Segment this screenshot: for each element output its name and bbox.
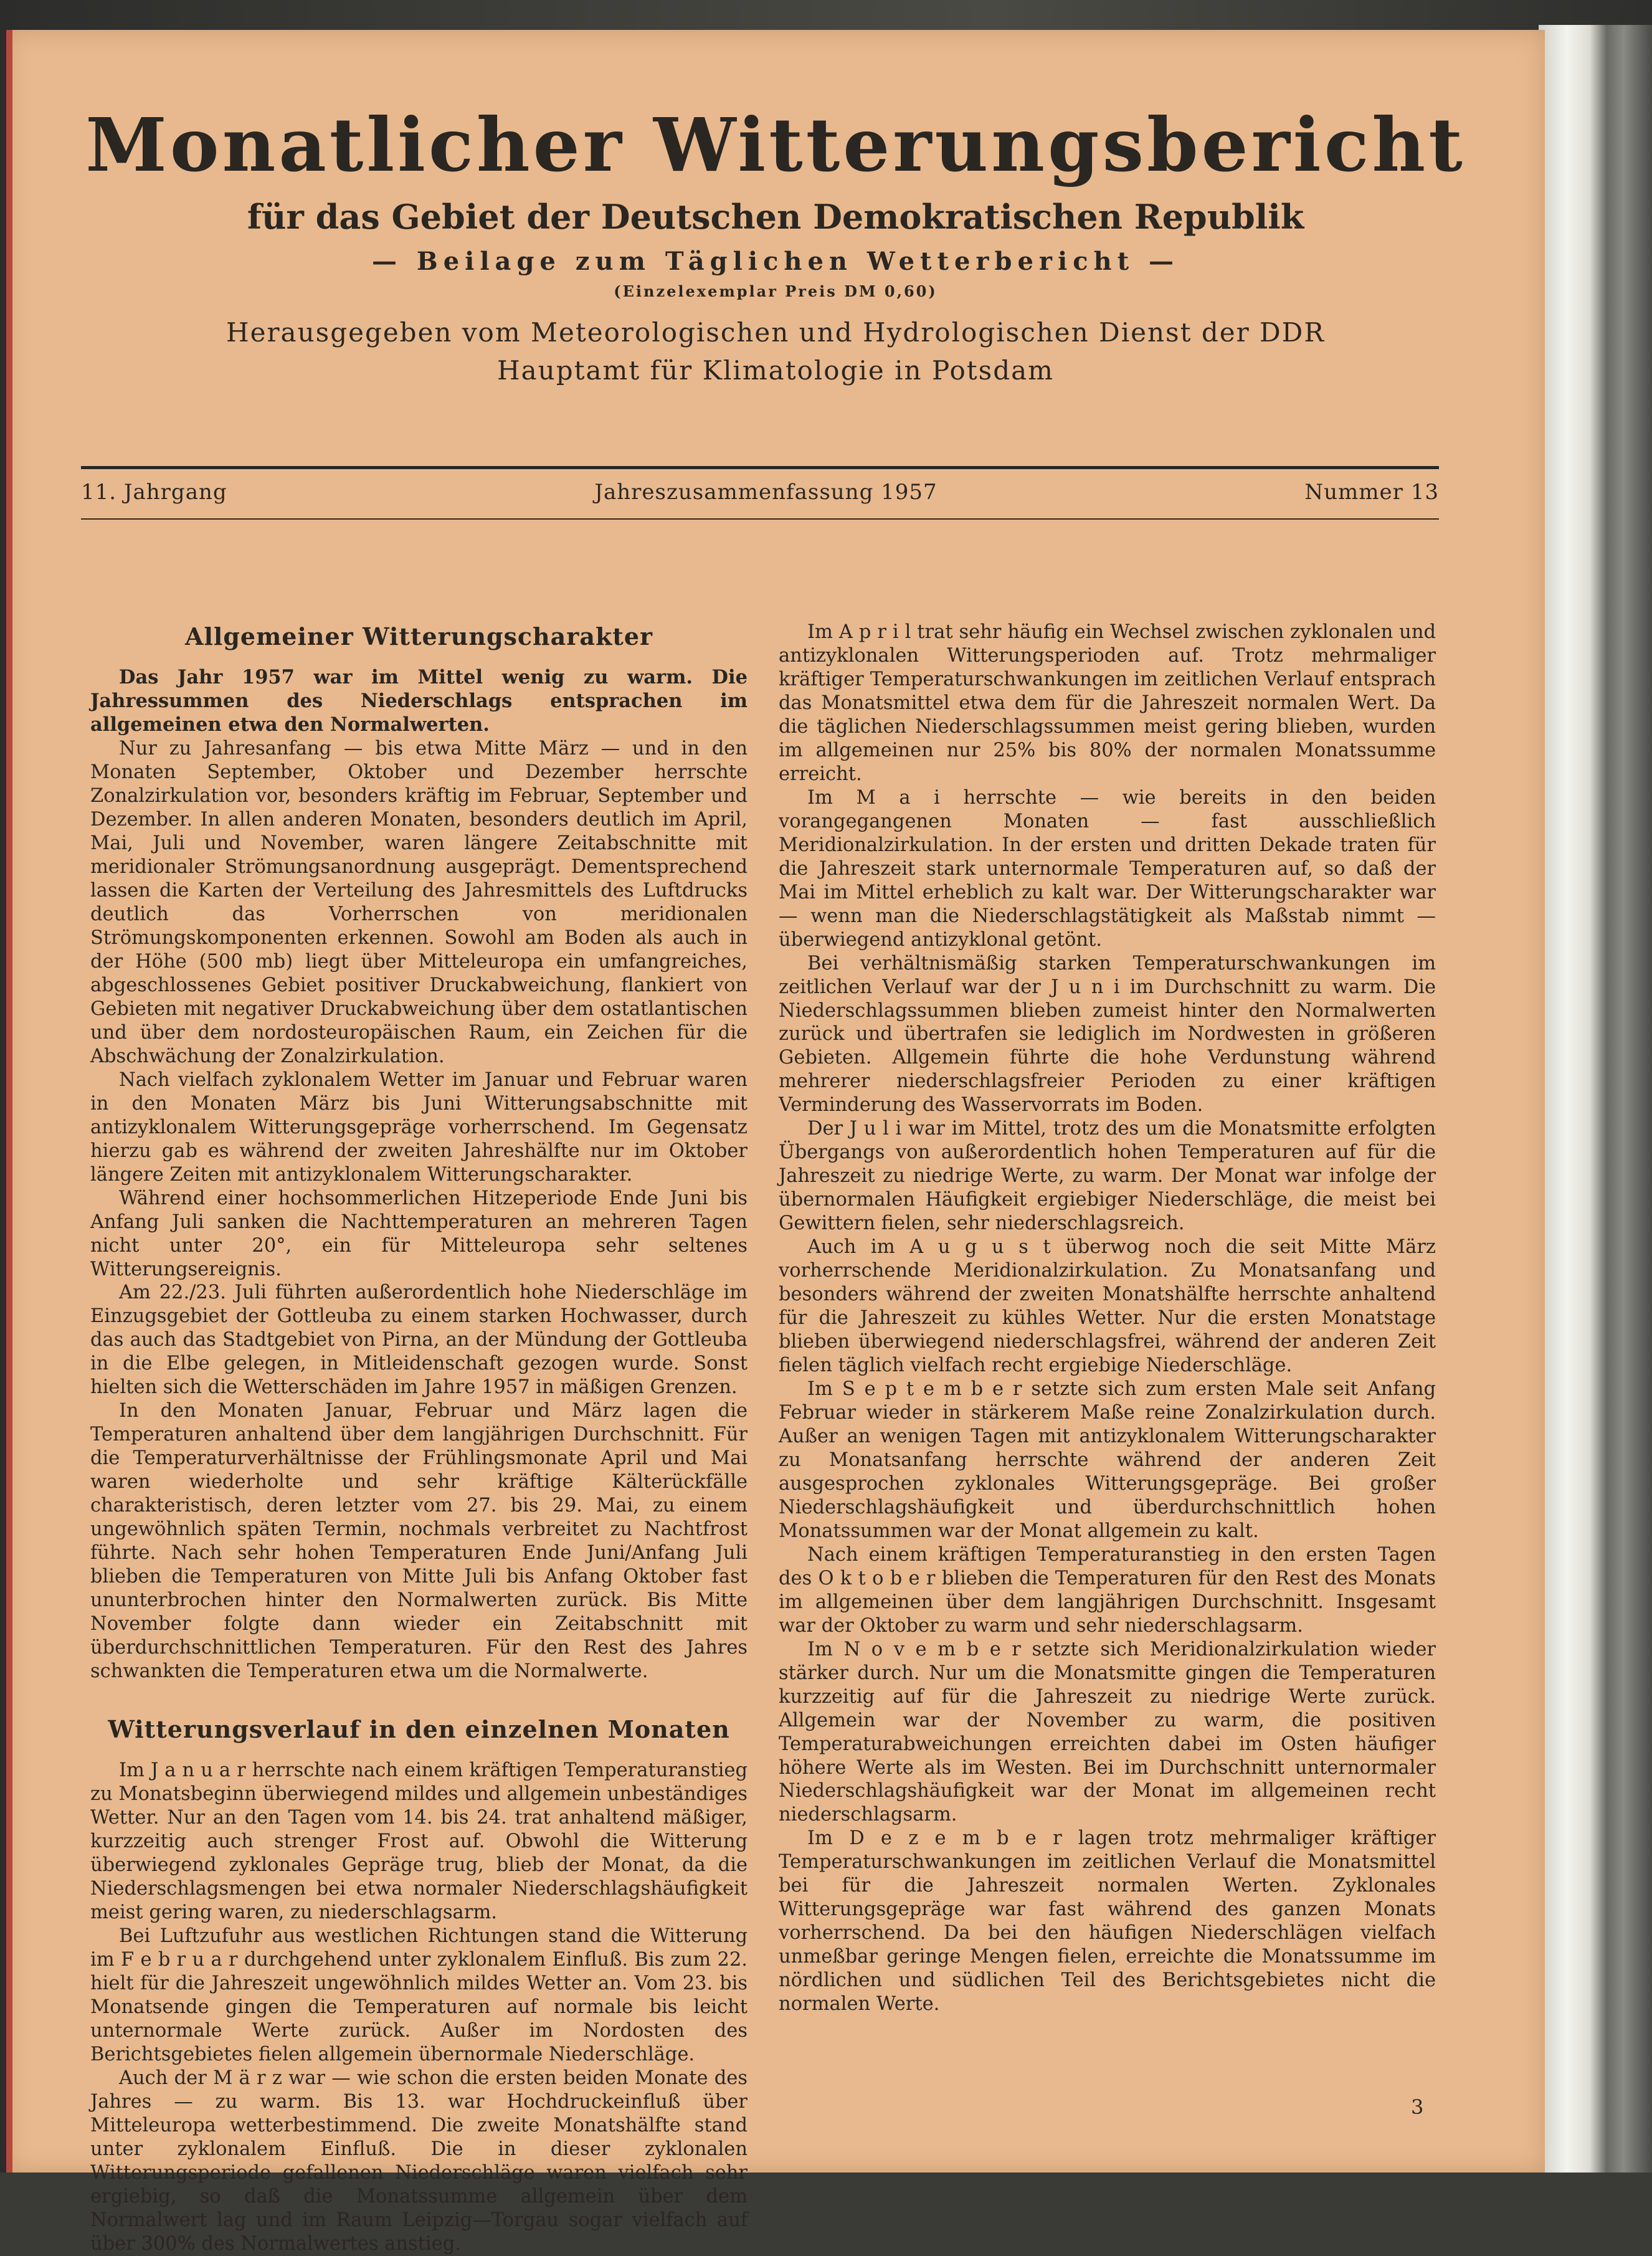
publisher bbox=[6, 314, 1545, 390]
paragraph: Nach vielfach zyklonalem Wetter im Januar und Februar waren in den Monaten März bis Juni Witterungsabschnitte mit antizyklonalem Witterungsgepräge vorherrschend. Im Gegensatz hierzu gab es während der zweiten Jahreshälfte nur im Oktober längere Zeiten mit antizyklonalem Witterungscharakter. bbox=[90, 1069, 748, 1186]
paragraph-february: Bei Luftzufuhr aus westlichen Richtungen stand die Witterung im F e b r u a r durchgehend unter zyklonalem Einfluß. Bis zum 22. hielt für die Jahreszeit ungewöhnlich mildes Wetter an. Vom 23. bis Monatsende gingen die Temperaturen auf normale bis leicht unternormale Werte zurück. Außer im Nordosten des Berichtsgebietes fielen allgemein übernormale Niederschläge. bbox=[90, 1925, 748, 2065]
document-title: Monatlicher Witterungsbericht bbox=[85, 102, 1466, 188]
page-number: 3 bbox=[1411, 2095, 1424, 2119]
paragraph-june: Bei verhältnismäßig starken Temperaturschwankungen im zeitlichen Verlauf war der J u n i im Durchschnitt zu warm. Die Niederschlagssummen blieben zumeist hinter den Normalwerten zurück und übertrafen sie lediglich im Nordwesten in größeren Gebieten. Allgemein führte die hohe Verdunstung während mehrerer niederschlagsfreier Perioden zu einer kräftigen Verminderung des Wasservorrats im Boden. bbox=[779, 952, 1436, 1116]
paragraph-july: Der J u l i war im Mittel, trotz des um die Monatsmitte erfolgten Übergangs von außerordentlich hohen Temperaturen auf für die Jahreszeit zu niedrige Werte, zu warm. Der Monat war infolge der übernormalen Häufigkeit ergiebiger Niederschläge, die meist bei Gewittern fielen, sehr niederschlagsreich. bbox=[779, 1118, 1436, 1235]
section-heading-general: Allgemeiner Witterungscharakter bbox=[184, 622, 653, 650]
paragraph-may: Im M a i herrschte — wie bereits in den beiden vorangegangenen Monaten — fast ausschließlich Meridionalzirkulation. In der ersten und dritten Dekade traten für die Jahreszeit stark unternormale Temperaturen auf, so daß der Mai im Mittel erheblich zu kalt war. Der Witterungscharakter war — wenn man die Niederschlagstätigkeit als Maßstab nimmt — überwiegend antizyklonal getönt. bbox=[779, 786, 1436, 951]
price-line: (Einzelexemplar Preis DM 0,60) bbox=[614, 282, 938, 300]
paragraph-january: Im J a n u a r herrschte nach einem kräftigen Temperaturanstieg zu Monatsbeginn überwiegend mildes und allgemein unbeständiges Wetter. Nur an den Tagen vom 14. bis 24. trat anhaltend mäßiger, kurzzeitig auch strenger Frost auf. Obwohl die Witterung überwiegend zyklonales Gepräge trug, blieb der Monat, da die Niederschlagsmengen bei etwa normaler Niederschlagshäufigkeit meist gering waren, zu niederschlagsarm. bbox=[90, 1759, 748, 1924]
issue-number: Nummer 13 bbox=[1304, 480, 1439, 505]
header-rule-top bbox=[81, 466, 1439, 469]
paragraph: In den Monaten Januar, Februar und März lagen die Temperaturen anhaltend über dem langjährigen Durchschnitt. Für die Temperaturverhältnisse der Frühlingsmonate April und Mai waren wiederholte und sehr kräftige Kälterückfälle charakteristisch, deren letzter vom 27. bis 29. Mai, zu einem ungewöhnlich späten Termin, nochmals verbreitet zu Nachtfrost führte. Nach sehr hohen Temperaturen Ende Juni/Anfang Juli blieben die Temperaturen von Mitte Juli bis Anfang Oktober fast ununterbrochen hinter den Normalwerten zurück. Bis Mitte November folgte dann wieder ein Zeitabschnitt mit überdurchschnittlichen Temperaturen. Für den Rest des Jahres schwankten die Temperaturen etwa um die Normalwerte. bbox=[90, 1400, 748, 1682]
paragraph: Nur zu Jahresanfang — bis etwa Mitte März — und in den Monaten September, Oktober und Dezember herrschte Zonalzirkulation vor, besonders kräftig im Februar, September und Dezember. In allen anderen Monaten, besonders deutlich im April, Mai, Juli und November, waren längere Zeitabschnitte mit meridionaler Strömungsanordnung ausgeprägt. Dementsprechend lassen die Karten der Verteilung des Jahresmittels des Luftdrucks deutlich das Vorherrschen von meridionalen Strömungskomponenten erkennen. Sowohl am Boden als auch in der Höhe (500 mb) liegt über Mitteleuropa ein umfangreiches, abgeschlossenes Gebiet positiver Druckabweichung, flankiert von Gebieten mit negativer Druckabweichung über dem ostatlantischen und über dem nordosteuropäischen Raum, ein Zeichen für die Abschwächung der Zonalzirkulation. bbox=[90, 738, 748, 1067]
paragraph: Während einer hochsommerlichen Hitzeperiode Ende Juni bis Anfang Juli sanken die Nachttemperaturen an mehreren Tagen nicht unter 20°, ein für Mitteleuropa sehr seltenes Witterungsereignis. bbox=[90, 1187, 748, 1280]
column-left bbox=[90, 622, 748, 2256]
publisher-line-2: Hauptamt für Klimatologie in Potsdam bbox=[497, 355, 1054, 386]
masthead bbox=[6, 102, 1545, 390]
document-page bbox=[6, 30, 1545, 2255]
supplement-line: — Beilage zum Täglichen Wetterbericht — bbox=[371, 246, 1180, 276]
paragraph-april: Im A p r i l trat sehr häufig ein Wechsel zwischen zyklonalen und antizyklonalen Witterungsperioden auf. Trotz mehrmaliger kräftiger Temperaturschwankungen im zeitlichen Verlauf entsprach das Monatsmittel etwa dem für die Jahreszeit normalen Wert. Da die täglichen Niederschlagssummen meist gering blieben, wurden im allgemeinen nur 25% bis 80% der normalen Monatssumme erreicht. bbox=[779, 621, 1436, 785]
column-right bbox=[779, 621, 1436, 2016]
paragraph-october: Nach einem kräftigen Temperaturanstieg in den ersten Tagen des O k t o b e r blieben die Temperaturen für den Rest des Monats im allgemeinen über dem langjährigen Durchschnitt. Insgesamt war der Oktober zu warm und sehr niederschlagsarm. bbox=[779, 1543, 1436, 1637]
paragraph-march: Auch der M ä r z war — wie schon die ersten beiden Monate des Jahres — zu warm. Bis 13. war Hochdruckeinfluß über Mitteleuropa wetterbestimmend. Die zweite Monatshälfte stand unter zyklonalem Einfluß. Die in dieser zyklonalen Witterungsperiode gefallenen Niederschläge waren vielfach sehr ergiebig, so daß die Monatssumme allgemein über dem Normalwert lag und im Raum Leipzig—Torgau sogar vielfach auf über 300% des Normalwertes anstieg. bbox=[90, 2067, 748, 2255]
paragraph-november: Im N o v e m b e r setzte sich Meridionalzirkulation wieder stärker durch. Nur um die Monatsmitte gingen die Temperaturen kurzzeitig auf für die Jahreszeit zu niedrige Werte zurück. Allgemein war der November zu warm, die positiven Temperaturabweichungen erreichten dabei im Osten häufiger höhere Werte als im Westen. Bei im Durchschnitt unternormaler Niederschlagshäufigkeit war der Monat im allgemeinen recht niederschlagsarm. bbox=[779, 1638, 1436, 1826]
page-edge bbox=[6, 30, 12, 2173]
lead-paragraph: Das Jahr 1957 war im Mittel wenig zu warm. Die Jahressummen des Niederschlags entsprachen im allgemeinen etwa den Normalwerten. bbox=[90, 666, 748, 736]
paragraph: Am 22./23. Juli führten außerordentlich hohe Niederschläge im Einzugsgebiet der Gottleuba zu einem starken Hochwasser, durch das auch das Stadtgebiet von Pirna, an der Mündung der Gottleuba in die Elbe gelegen, in Mitleidenschaft gezogen wurde. Sonst hielten sich die Wetterschäden im Jahre 1957 in mäßigen Grenzen. bbox=[90, 1282, 748, 1399]
paragraph-december: Im D e z e m b e r lagen trotz mehrmaliger kräftiger Temperaturschwankungen im zeitlichen Verlauf die Monatsmittel bei für die Jahreszeit normalen Werten. Zyklonales Witterungsgepräge war fast während des ganzen Monats vorherrschend. Da bei den häufigen Niederschlägen vielfach unmeßbar geringe Mengen fielen, erreichte die Monatssumme im nördlichen und südlichen Teil des Berichtsgebietes nicht die normalen Werte. bbox=[779, 1827, 1436, 2016]
issue-title: Jahreszusammenfassung 1957 bbox=[594, 480, 938, 505]
paragraph-august: Auch im A u g u s t überwog noch die seit Mitte März vorherrschende Meridionalzirkulation. Zu Monatsanfang und besonders während der zweiten Monatshälfte herrschte anhaltend für die Jahreszeit zu kühles Wetter. Nur die ersten Monatstage blieben überwiegend niederschlagsfrei, während der anderen Zeit fielen täglich vielfach recht ergiebige Niederschläge. bbox=[779, 1236, 1436, 1377]
volume-label: 11. Jahrgang bbox=[81, 480, 227, 505]
section-heading-monthly: Witterungsverlauf in den einzelnen Monaten bbox=[108, 1715, 730, 1743]
book-binding bbox=[1539, 25, 1652, 2173]
paragraph-september: Im S e p t e m b e r setzte sich zum ersten Male seit Anfang Februar wieder in stärkerem Maße reine Zonalzirkulation durch. Außer an wenigen Tagen mit antizyklonalem Witterungscharakter zu Monatsanfang herrschte während der anderen Zeit ausgesprochen zyklonales Witterungsgepräge. Bei großer Niederschlagshäufigkeit und überdurchschnittlich hohen Monatssummen war der Monat allgemein zu kalt. bbox=[779, 1378, 1436, 1542]
document-subtitle: für das Gebiet der Deutschen Demokratischen Republik bbox=[247, 196, 1304, 237]
header-rule-bottom bbox=[81, 518, 1439, 520]
issue-meta-row bbox=[81, 480, 1439, 505]
publisher-line-1: Herausgegeben vom Meteorologischen und Hydrologischen Dienst der DDR bbox=[226, 317, 1325, 348]
